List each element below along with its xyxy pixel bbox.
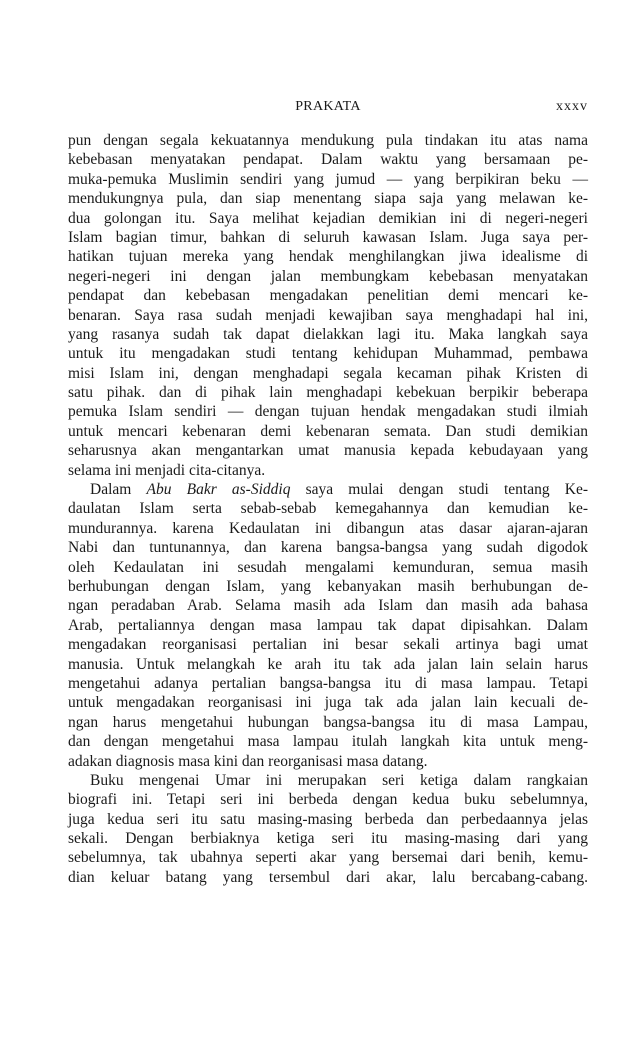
text-line: mengetahui adanya pertalian bangsa-bangsa itu di masa lampau. Tetapi xyxy=(68,674,588,692)
text-line: satu pihak. dan di pihak lain menghadapi kebekuan berpikir beberapa xyxy=(68,384,588,402)
text-line: mundurannya. karena Kedaulatan ini dibangun atas dasar ajaran-ajaran xyxy=(68,519,588,537)
text-line: seharusnya akan mengantarkan umat manusia kepada kebudayaan yang xyxy=(68,442,588,460)
text-line: ngan harus mengetahui hubungan bangsa-bangsa itu di masa Lampau, xyxy=(68,713,588,731)
text-line: untuk mengadakan reorganisasi ini juga tak ada jalan lain kecuali de- xyxy=(68,694,588,712)
text-line: juga kedua seri itu satu masing-masing berbeda dan perbedaannya jelas xyxy=(68,810,588,828)
text-line: Arab, pertaliannya dengan masa lampau tak dapat dipisahkan. Dalam xyxy=(68,616,588,634)
page-number: xxxv xyxy=(556,99,588,114)
text-line: hatikan tujuan mereka yang hendak menghilangkan jiwa idealisme di xyxy=(68,248,588,266)
text-line: adakan diagnosis masa kini dan reorganisasi masa datang. xyxy=(68,752,428,770)
text-line: untuk itu mengadakan studi tentang kehidupan Muhammad, pembawa xyxy=(68,345,588,363)
text-line: selama ini menjadi cita-citanya. xyxy=(68,461,266,479)
text-line: Nabi dan tuntunannya, dan karena bangsa-bangsa yang sudah digodok xyxy=(68,539,588,557)
paragraph-1 xyxy=(68,131,588,480)
running-header xyxy=(68,97,588,117)
text-line: kebebasan menyatakan pendapat. Dalam waktu yang bersamaan pe- xyxy=(68,151,588,169)
text-line: berhubungan dengan Islam, yang kebanyakan masih berhubungan de- xyxy=(68,577,588,595)
text-line: mengadakan reorganisasi pertalian ini besar sekali artinya bagi umat xyxy=(68,636,588,654)
text-line: pun dengan segala kekuatannya mendukung pula tindakan itu atas nama xyxy=(68,132,588,149)
text-line: Buku mengenai Umar ini merupakan seri ketiga dalam rangkaian xyxy=(90,771,588,789)
book-title-italic: Abu Bakr as-Siddiq xyxy=(146,481,291,499)
paragraph-2 xyxy=(68,480,588,771)
text-line: pemuka Islam sendiri — dengan tujuan hendak mengadakan studi ilmiah xyxy=(68,403,588,421)
text-line: misi Islam ini, dengan menghadapi segala kecaman pihak Kristen di xyxy=(68,364,588,382)
text-line: mendukungnya pula, dan siap menentang siapa saja yang melawan ke- xyxy=(68,190,588,208)
text-line: biografi ini. Tetapi seri ini berbeda dengan kedua buku sebelumnya, xyxy=(68,791,588,809)
text-line: oleh Kedaulatan ini sesudah mengalami kemunduran, semua masih xyxy=(68,558,588,576)
body-text xyxy=(68,131,588,887)
text-line: untuk mencari kebenaran demi kebenaran semata. Dan studi demikian xyxy=(68,422,588,440)
text-line: muka-pemuka Muslimin sendiri yang jumud — yang berpikiran beku — xyxy=(68,170,588,188)
text-line: manusia. Untuk melangkah ke arah itu tak ada jalan lain selain harus xyxy=(68,655,588,673)
lead-text-rest: saya mulai dengan studi tentang Ke- xyxy=(290,481,588,499)
text-line: sebelumnya, tak ubahnya seperti akar yang bersemai dari benih, kemu- xyxy=(68,849,588,867)
text-line-first xyxy=(68,480,588,499)
text-line: Islam bagian timur, bahkan di seluruh kawasan Islam. Juga saya per- xyxy=(68,228,588,246)
text-line: yang rasanya sudah tak dapat dielakkan lagi itu. Maka langkah saya xyxy=(68,325,588,343)
text-line: sekali. Dengan berbiaknya ketiga seri itu masing-masing dari yang xyxy=(68,830,588,848)
text-line: benaran. Saya rasa sudah menjadi kewajiban saya menghadapi hal ini, xyxy=(68,306,588,324)
text-line: dua golongan itu. Saya melihat kejadian demikian ini di negeri-negeri xyxy=(68,209,588,227)
text-line: pendapat dan kebebasan mengadakan penelitian demi mencari ke- xyxy=(68,287,588,305)
text-line: daulatan Islam serta sebab-sebab kemegahannya dan kemudian ke- xyxy=(68,500,588,518)
chapter-running-title: PRAKATA xyxy=(295,99,361,114)
text-line: dan dengan mengetahui masa lampau itulah langkah kita untuk meng- xyxy=(68,733,588,751)
lead-text: Dalam xyxy=(90,481,147,499)
text-line: negeri-negeri ini dengan jalan membungkam kebebasan menyatakan xyxy=(68,267,588,285)
paragraph-3 xyxy=(68,771,588,887)
text-line: ngan peradaban Arab. Selama masih ada Islam dan masih ada bahasa xyxy=(68,597,588,615)
text-line: dian keluar batang yang tersembul dari akar, lalu bercabang-cabang. xyxy=(68,868,588,886)
